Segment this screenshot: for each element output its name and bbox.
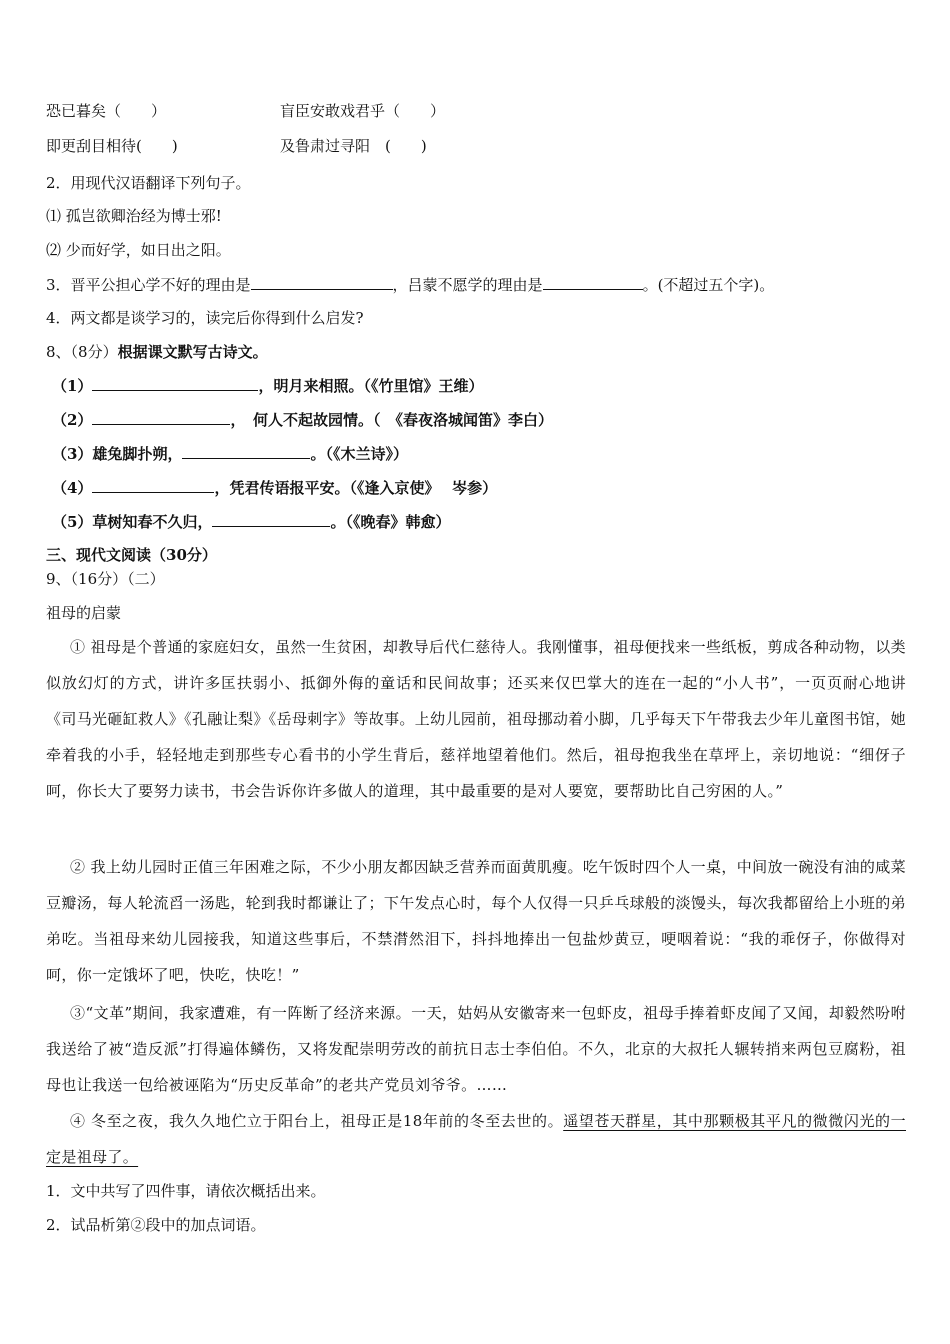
answer-blank[interactable]	[212, 511, 330, 527]
question-8-heading	[46, 342, 268, 362]
answer-blank[interactable]	[92, 375, 258, 391]
article-paragraph-2: ② 我上幼儿园时正值三年困难之际，不少小朋友都因缺乏营养而面黄肌瘦。吃午饭时四个人一桌，中间放一碗没有油的咸菜豆瓣汤，每人轮流舀一汤匙，轮到我时都谦让了；下午发点心时，每个人仅得一只乒乓球般的淡馒头，每次我都留给上小班的弟弟吃。当祖母来幼儿园接我，知道这些事后，不禁潸然泪下，抖抖地捧出一包盐炒黄豆，哽咽着说：“我的乖伢子，你做得对呵，你一定饿坏了吧，快吃，快吃！”	[46, 858, 906, 984]
answer-blank[interactable]	[182, 443, 310, 459]
poem-text: （3）雄兔脚扑朔，	[52, 445, 183, 463]
recite-line-5	[52, 511, 450, 532]
underlined-sentence: 遥望苍天群星，其中那颗极其平凡的微微闪光的一定是祖母了。	[46, 1112, 906, 1166]
article-paragraph-1: ① 祖母是个普通的家庭妇女，虽然一生贫困，却教导后代仁慈待人。我刚懂事，祖母便找来一些纸板，剪成各种动物，以类似放幻灯的方式，讲许多匡扶弱小、抵御外侮的童话和民间故事；还买来仅巴掌大的连在一起的“小人书”，一页页耐心地讲《司马光砸缸救人》《孔融让梨》《岳母刺字》等故事。上幼儿园前，祖母挪动着小脚，几乎每天下午带我去少年儿童图书馆，她牵着我的小手，轻轻地走到那些专心看书的小学生背后，慈祥地望着他们。然后，祖母抱我坐在草坪上，亲切地说：“细伢子呵，你长大了要努力读书，书会告诉你许多做人的道理，其中最重要的是对人要宽，要帮助比自己穷困的人。”	[46, 638, 906, 800]
recite-line-4	[52, 477, 497, 498]
sub-question-2: 2．试品析第②段中的加点词语。	[46, 1216, 266, 1234]
section-heading: 三、现代文阅读（30分）	[46, 546, 217, 564]
poem-text: 。（《晚春》韩愈）	[330, 513, 451, 531]
word-item: 及鲁肃过寻阳 ( )	[280, 137, 427, 155]
question-8-score: 8、（8分）	[46, 343, 118, 361]
question-2-stem: 2．用现代汉语翻译下列句子。	[46, 174, 251, 192]
question-9-heading: 9、（16分）（二）	[46, 570, 165, 588]
word-item: 即更刮目相待( )	[46, 137, 178, 155]
answer-blank[interactable]	[543, 274, 643, 290]
question-8-title: 根据课文默写古诗文。	[117, 343, 268, 361]
poem-text: 。（《木兰诗》）	[310, 445, 408, 463]
answer-blank[interactable]	[92, 477, 214, 493]
poem-text: ， 何人不起故园情。（ 《春夜洛城闻笛》李白）	[230, 411, 553, 429]
question-2-sentence-1: ⑴ 孤岂欲卿治经为博士邪!	[46, 207, 222, 225]
poem-text: ，凭君传语报平安。（《逢入京使》 岑参）	[214, 479, 498, 497]
word-row-1	[46, 101, 446, 121]
question-3	[46, 274, 774, 295]
question-3-part-3: 。(不超过五个字)。	[642, 276, 775, 294]
article-title: 祖母的启蒙	[46, 604, 122, 622]
recite-line-1	[52, 375, 483, 396]
item-number: （4）	[52, 479, 93, 497]
question-2-sentence-2: ⑵ 少而好学，如日出之阳。	[46, 241, 231, 259]
question-4: 4．两文都是谈学习的，读完后你得到什么启发?	[46, 309, 364, 327]
recite-line-2	[52, 409, 553, 430]
poem-text: ，明月来相照。（《竹里馆》王维）	[258, 377, 484, 395]
question-3-part-2: ，吕蒙不愿学的理由是	[392, 276, 543, 294]
answer-blank[interactable]	[251, 274, 393, 290]
word-row-2	[46, 136, 427, 156]
answer-blank[interactable]	[92, 409, 230, 425]
word-item: 盲臣安敢戏君乎（ ）	[280, 102, 446, 120]
article-paragraph-3: ③“文革”期间，我家遭难，有一阵断了经济来源。一天，姑妈从安徽寄来一包虾皮，祖母手捧着虾皮闻了又闻，却毅然吩咐我送给了被“造反派”打得遍体鳞伤，又将发配崇明劳改的前抗日志士李伯伯。不久，北京的大叔托人辗转捎来两包豆腐粉，祖母也让我送一包给被诬陷为“历史反革命”的老共产党员刘爷爷。……	[46, 1004, 906, 1094]
recite-line-3	[52, 443, 408, 464]
poem-text: （5）草树知春不久归，	[52, 513, 213, 531]
word-item: 恐已暮矣（ ）	[46, 102, 167, 120]
item-number: （2）	[52, 411, 93, 429]
paragraph-text: ④ 冬至之夜，我久久地伫立于阳台上，祖母正是18年前的冬至去世的。	[70, 1112, 564, 1130]
item-number: （1）	[52, 377, 93, 395]
question-3-part-1: 3．晋平公担心学不好的理由是	[46, 276, 251, 294]
article-paragraph-4	[46, 1103, 906, 1175]
sub-question-1: 1．文中共写了四件事，请依次概括出来。	[46, 1182, 326, 1200]
